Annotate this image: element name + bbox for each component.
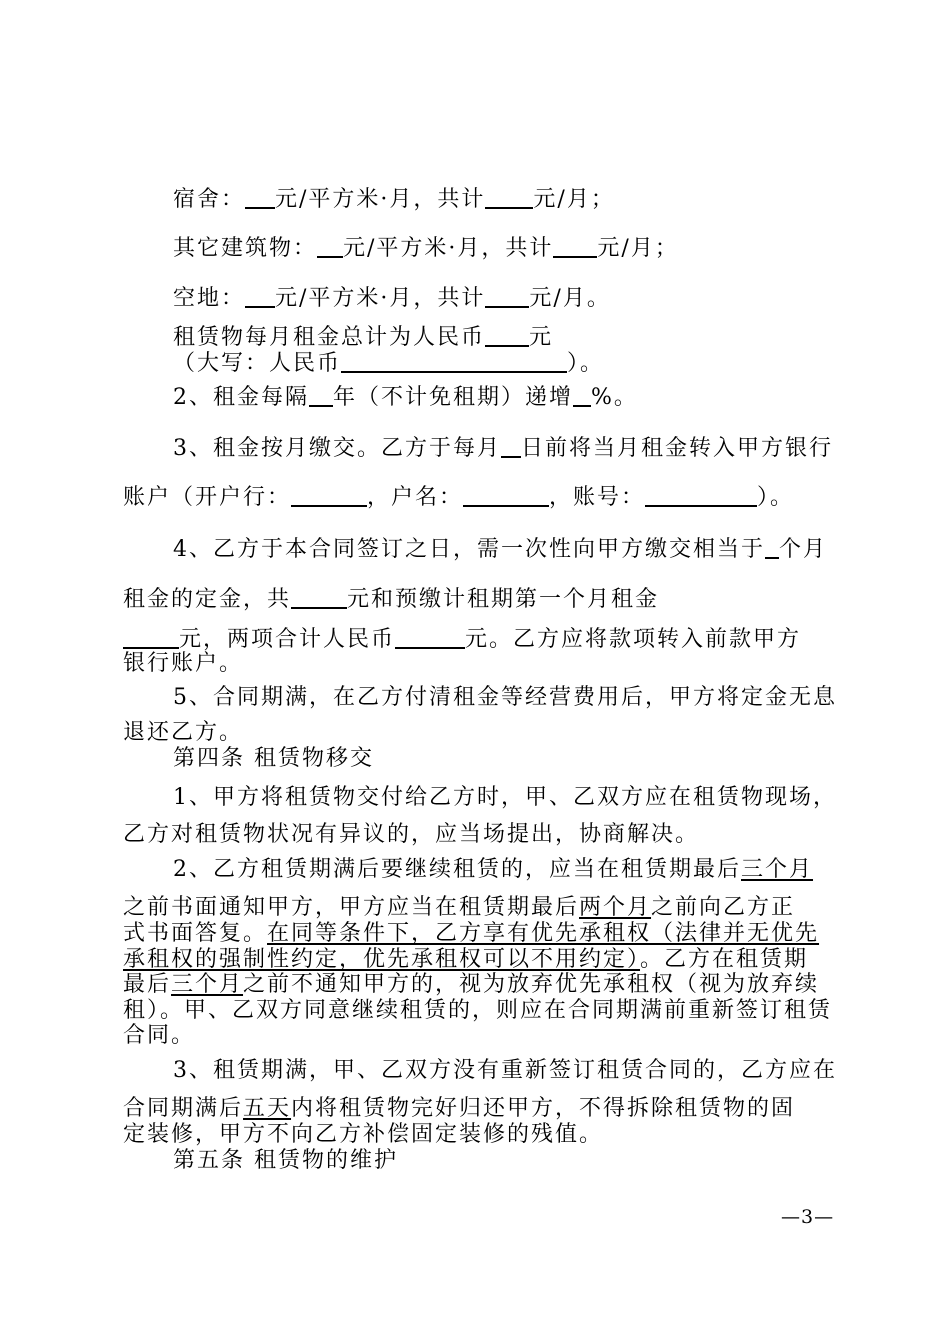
line-return-3: 定装修，甲方不向乙方补偿固定装修的残值。 bbox=[123, 1122, 604, 1147]
line-total-amount: 元，两项合计人民币 元。乙方应将款项转入前款甲方 bbox=[123, 626, 801, 654]
line-renewal-6: 租）。甲、乙双方同意继续租赁的，则应在合同期满前重新签订租赁 bbox=[123, 998, 833, 1023]
line-return-2: 合同期满后五天内将租赁物完好归还甲方，不得拆除租赁物的固 bbox=[123, 1096, 796, 1121]
line-monthly-payment: 3、租金按月缴交。乙方于每月 日前将当月租金转入甲方银行 bbox=[173, 436, 834, 461]
line-deposit-refund: 5、合同期满，在乙方付清租金等经营费用后，甲方将定金无息 bbox=[173, 685, 837, 710]
line-return-1: 3、租赁期满，甲、乙双方没有重新签订租赁合同的，乙方应在 bbox=[173, 1058, 837, 1083]
line-other-buildings: 其它建筑物： 元/平方米·月，共计 元/月； bbox=[173, 236, 679, 261]
line-renewal-2: 之前书面通知甲方，甲方应当在租赁期最后两个月之前向乙方正 bbox=[123, 895, 796, 920]
line-open-land: 空地： 元/平方米·月，共计 元/月。 bbox=[173, 286, 611, 311]
line-renewal-1: 2、乙方租赁期满后要继续租赁的，应当在租赁期最后三个月 bbox=[173, 857, 814, 882]
line-monthly-rent-total: 租赁物每月租金总计为人民币 元 bbox=[173, 325, 554, 350]
line-deposit-clause: 4、乙方于本合同签订之日，需一次性向甲方缴交相当于 个月 bbox=[173, 537, 828, 562]
line-renewal-3: 式书面答复。在同等条件下，乙方享有优先承租权（法律并无优先 bbox=[123, 921, 820, 946]
line-bank-account: 账户（开户行： ，户名： ，账号： ）。 bbox=[123, 485, 795, 510]
article-4-heading: 第四条 租赁物移交 bbox=[173, 746, 374, 771]
line-handover-1: 1、甲方将租赁物交付给乙方时，甲、乙双方应在租赁物现场， bbox=[173, 785, 837, 810]
line-renewal-5: 最后三个月之前不通知甲方的，视为放弃优先承租权（视为放弃续 bbox=[123, 972, 820, 997]
line-renewal-7: 合同。 bbox=[123, 1023, 196, 1048]
line-renewal-4: 承租权的强制性约定，优先承租权可以不用约定）。乙方在租赁期 bbox=[123, 947, 809, 972]
line-dormitory: 宿舍： 元/平方米·月，共计 元/月； bbox=[173, 187, 615, 212]
article-5-heading: 第五条 租赁物的维护 bbox=[173, 1148, 398, 1173]
page-number: —3— bbox=[781, 1206, 835, 1228]
line-bank-account-2: 银行账户。 bbox=[123, 651, 244, 676]
line-deposit-amount: 租金的定金，共 元和预缴计租期第一个月租金 bbox=[123, 587, 660, 612]
line-rent-increase: 2、租金每隔 年（不计免租期）递增 %。 bbox=[173, 385, 638, 410]
line-deposit-refund-2: 退还乙方。 bbox=[123, 720, 244, 745]
line-handover-2: 乙方对租赁物状况有异议的，应当场提出，协商解决。 bbox=[123, 822, 700, 847]
line-rent-in-words: （大写：人民币 ）。 bbox=[173, 351, 605, 376]
